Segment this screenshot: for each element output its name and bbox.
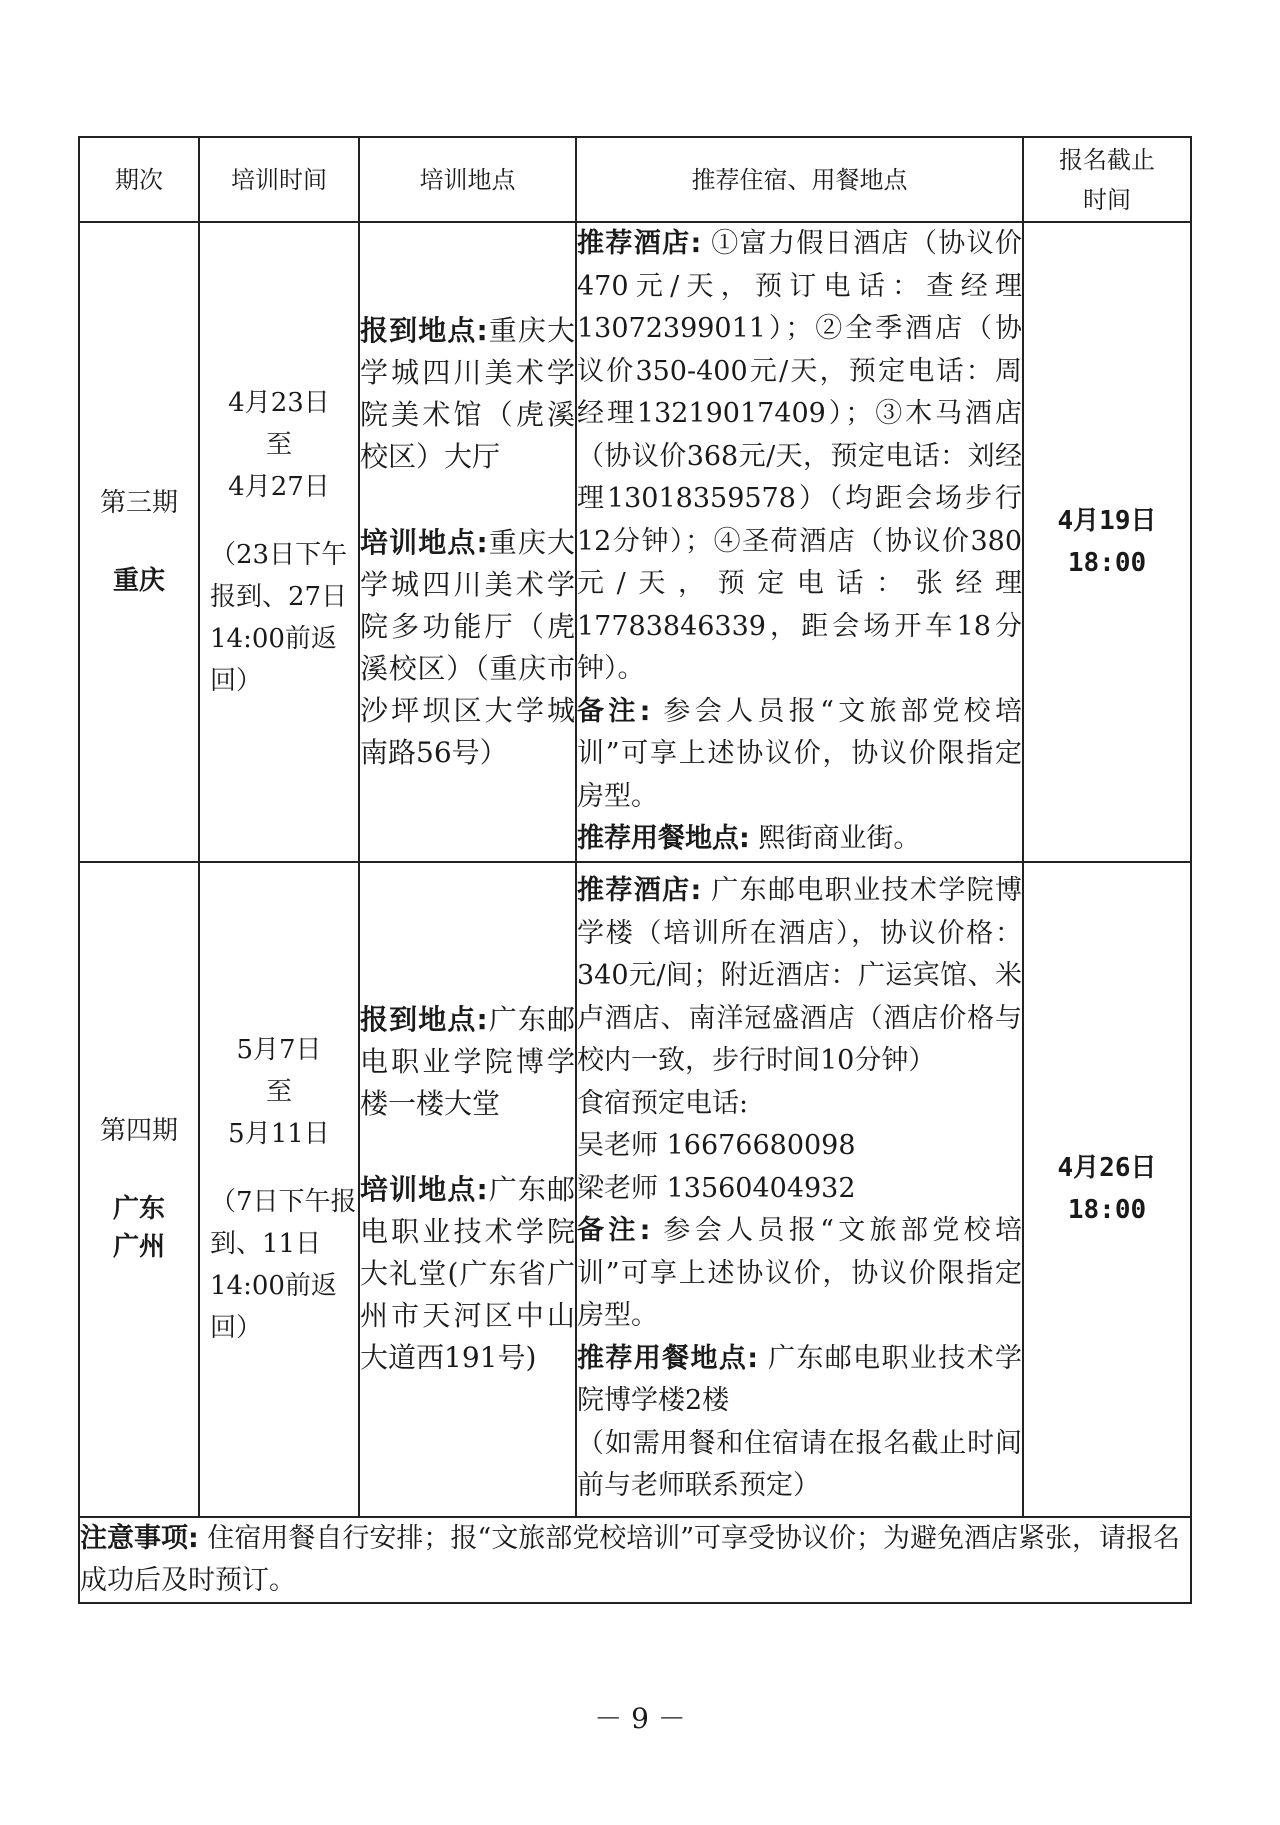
deadline-time: 18:00 [1067,547,1147,578]
dining-text: 广东邮电职业技术学院博学楼2楼 [577,1342,1022,1417]
start-date: 4月23日 [228,387,330,418]
page-number: － 9 － [594,1702,686,1735]
header-time: 培训时间 [199,137,359,222]
dining-label: 推荐用餐地点: [577,823,750,854]
deadline-cell [1023,862,1191,1517]
checkin-location [360,999,575,1125]
start-date: 5月7日 [236,1035,322,1065]
hotel-label: 推荐酒店: [577,228,702,259]
table-row [79,222,1191,862]
date-separator: 至 [265,429,292,460]
checkin-label: 报到地点: [360,1003,488,1036]
deadline-date: 4月26日 [1057,1153,1157,1183]
date-separator: 至 [265,1077,292,1107]
venue-cell [359,862,576,1517]
notice-cell [79,1517,1191,1603]
dining-recommendation [577,818,1022,861]
header-accommodation: 推荐住宿、用餐地点 [576,137,1023,222]
training-schedule-table [78,136,1192,1604]
time-note: （7日下午报到、11日14:00前返回） [210,1187,357,1343]
dining-text: 熙街商业街。 [758,823,921,854]
venue-text: 重庆大学城四川美术学院多功能厅（虎溪校区）（重庆市沙坪坝区大学城南路56号） [360,525,575,769]
booking-phone-label: 食宿预定电话: [577,1087,749,1119]
accommodation-cell [576,862,1023,1517]
time-cell [199,862,359,1517]
header-deadline [1023,137,1191,222]
header-deadline-text: 报名截止时间 [1059,145,1155,214]
notice-text: 住宿用餐自行安排；报“文旅部党校培训”可享受协议价；为避免酒店紧张，请报名成功后及时预订。 [80,1522,1181,1596]
period-cell [79,222,199,862]
end-date: 5月11日 [228,1119,330,1149]
period-city: 广东广州 [112,1194,165,1262]
hotel-text: ①富力假日酒店（协议价470元/天，预订电话：查经理13072399011）；②全季酒店（协议价350-400元/天，预定电话：周经理13219017409）；③木马酒店（协议价368元/天，预定电话：刘经理13018359578）（均距会场步行12分钟）；④圣荷酒店（协议价380元/天，预定电话：张经理17783846339，距会场开车18分钟）。 [577,228,1022,684]
remark [577,691,1022,819]
checkin-label: 报到地点: [360,313,488,347]
checkin-text: 重庆大学城四川美术学院美术馆（虎溪校区）大厅 [360,313,575,473]
time-cell [199,222,359,862]
accommodation-cell [576,222,1023,862]
training-location [360,1169,575,1379]
time-note: （23日下午报到、27日14:00前返回） [210,539,348,696]
booking-phone-1: 吴老师 16676680098 [577,1130,856,1162]
remark [577,1210,1022,1338]
hotel-text: 广东邮电职业技术学院博学楼（培训所在酒店），协议价格：340元/间；附近酒店：广运宾馆、米卢酒店、南洋冠盛酒店（酒店价格与校内一致，步行时间10分钟） [577,875,1022,1077]
deadline-time: 18:00 [1067,1195,1147,1225]
notice-label: 注意事项: [80,1522,199,1554]
remark-label: 备注: [577,695,651,727]
hotel-recommendation [577,870,1022,1083]
checkin-text: 广东邮电职业学院博学楼一楼大堂 [360,1003,575,1120]
header-venue: 培训地点 [359,137,576,222]
hotel-recommendation [577,223,1022,691]
period-label: 第四期 [99,1116,178,1146]
venue-text: 广东邮电职业技术学院大礼堂(广东省广州市天河区中山大道西191号) [360,1173,575,1374]
training-location [360,522,575,774]
hotel-label: 推荐酒店: [577,875,702,907]
period-city: 重庆 [112,565,165,596]
notice-row [79,1517,1191,1603]
header-period: 期次 [79,137,199,222]
venue-cell [359,222,576,862]
remark-text: 参会人员报“文旅部党校培训”可享上述协议价，协议价限指定房型。 [577,695,1022,812]
checkin-location [360,310,575,478]
period-cell [79,862,199,1517]
booking-note: （如需用餐和住宿请在报名截止时间前与老师联系预定） [577,1427,1022,1502]
remark-label: 备注: [577,1215,651,1247]
period-label: 第三期 [99,487,178,518]
booking-phone-2: 梁老师 13560404932 [577,1172,856,1204]
deadline-date: 4月19日 [1057,505,1157,536]
dining-recommendation [577,1338,1022,1423]
remark-text: 参会人员报“文旅部党校培训”可享上述协议价，协议价限指定房型。 [577,1215,1022,1332]
venue-label: 培训地点: [360,1173,488,1206]
table-row [79,862,1191,1517]
dining-label: 推荐用餐地点: [577,1342,759,1374]
table-header-row [79,137,1191,222]
deadline-cell [1023,222,1191,862]
venue-label: 培训地点: [360,525,488,559]
end-date: 4月27日 [228,471,330,502]
